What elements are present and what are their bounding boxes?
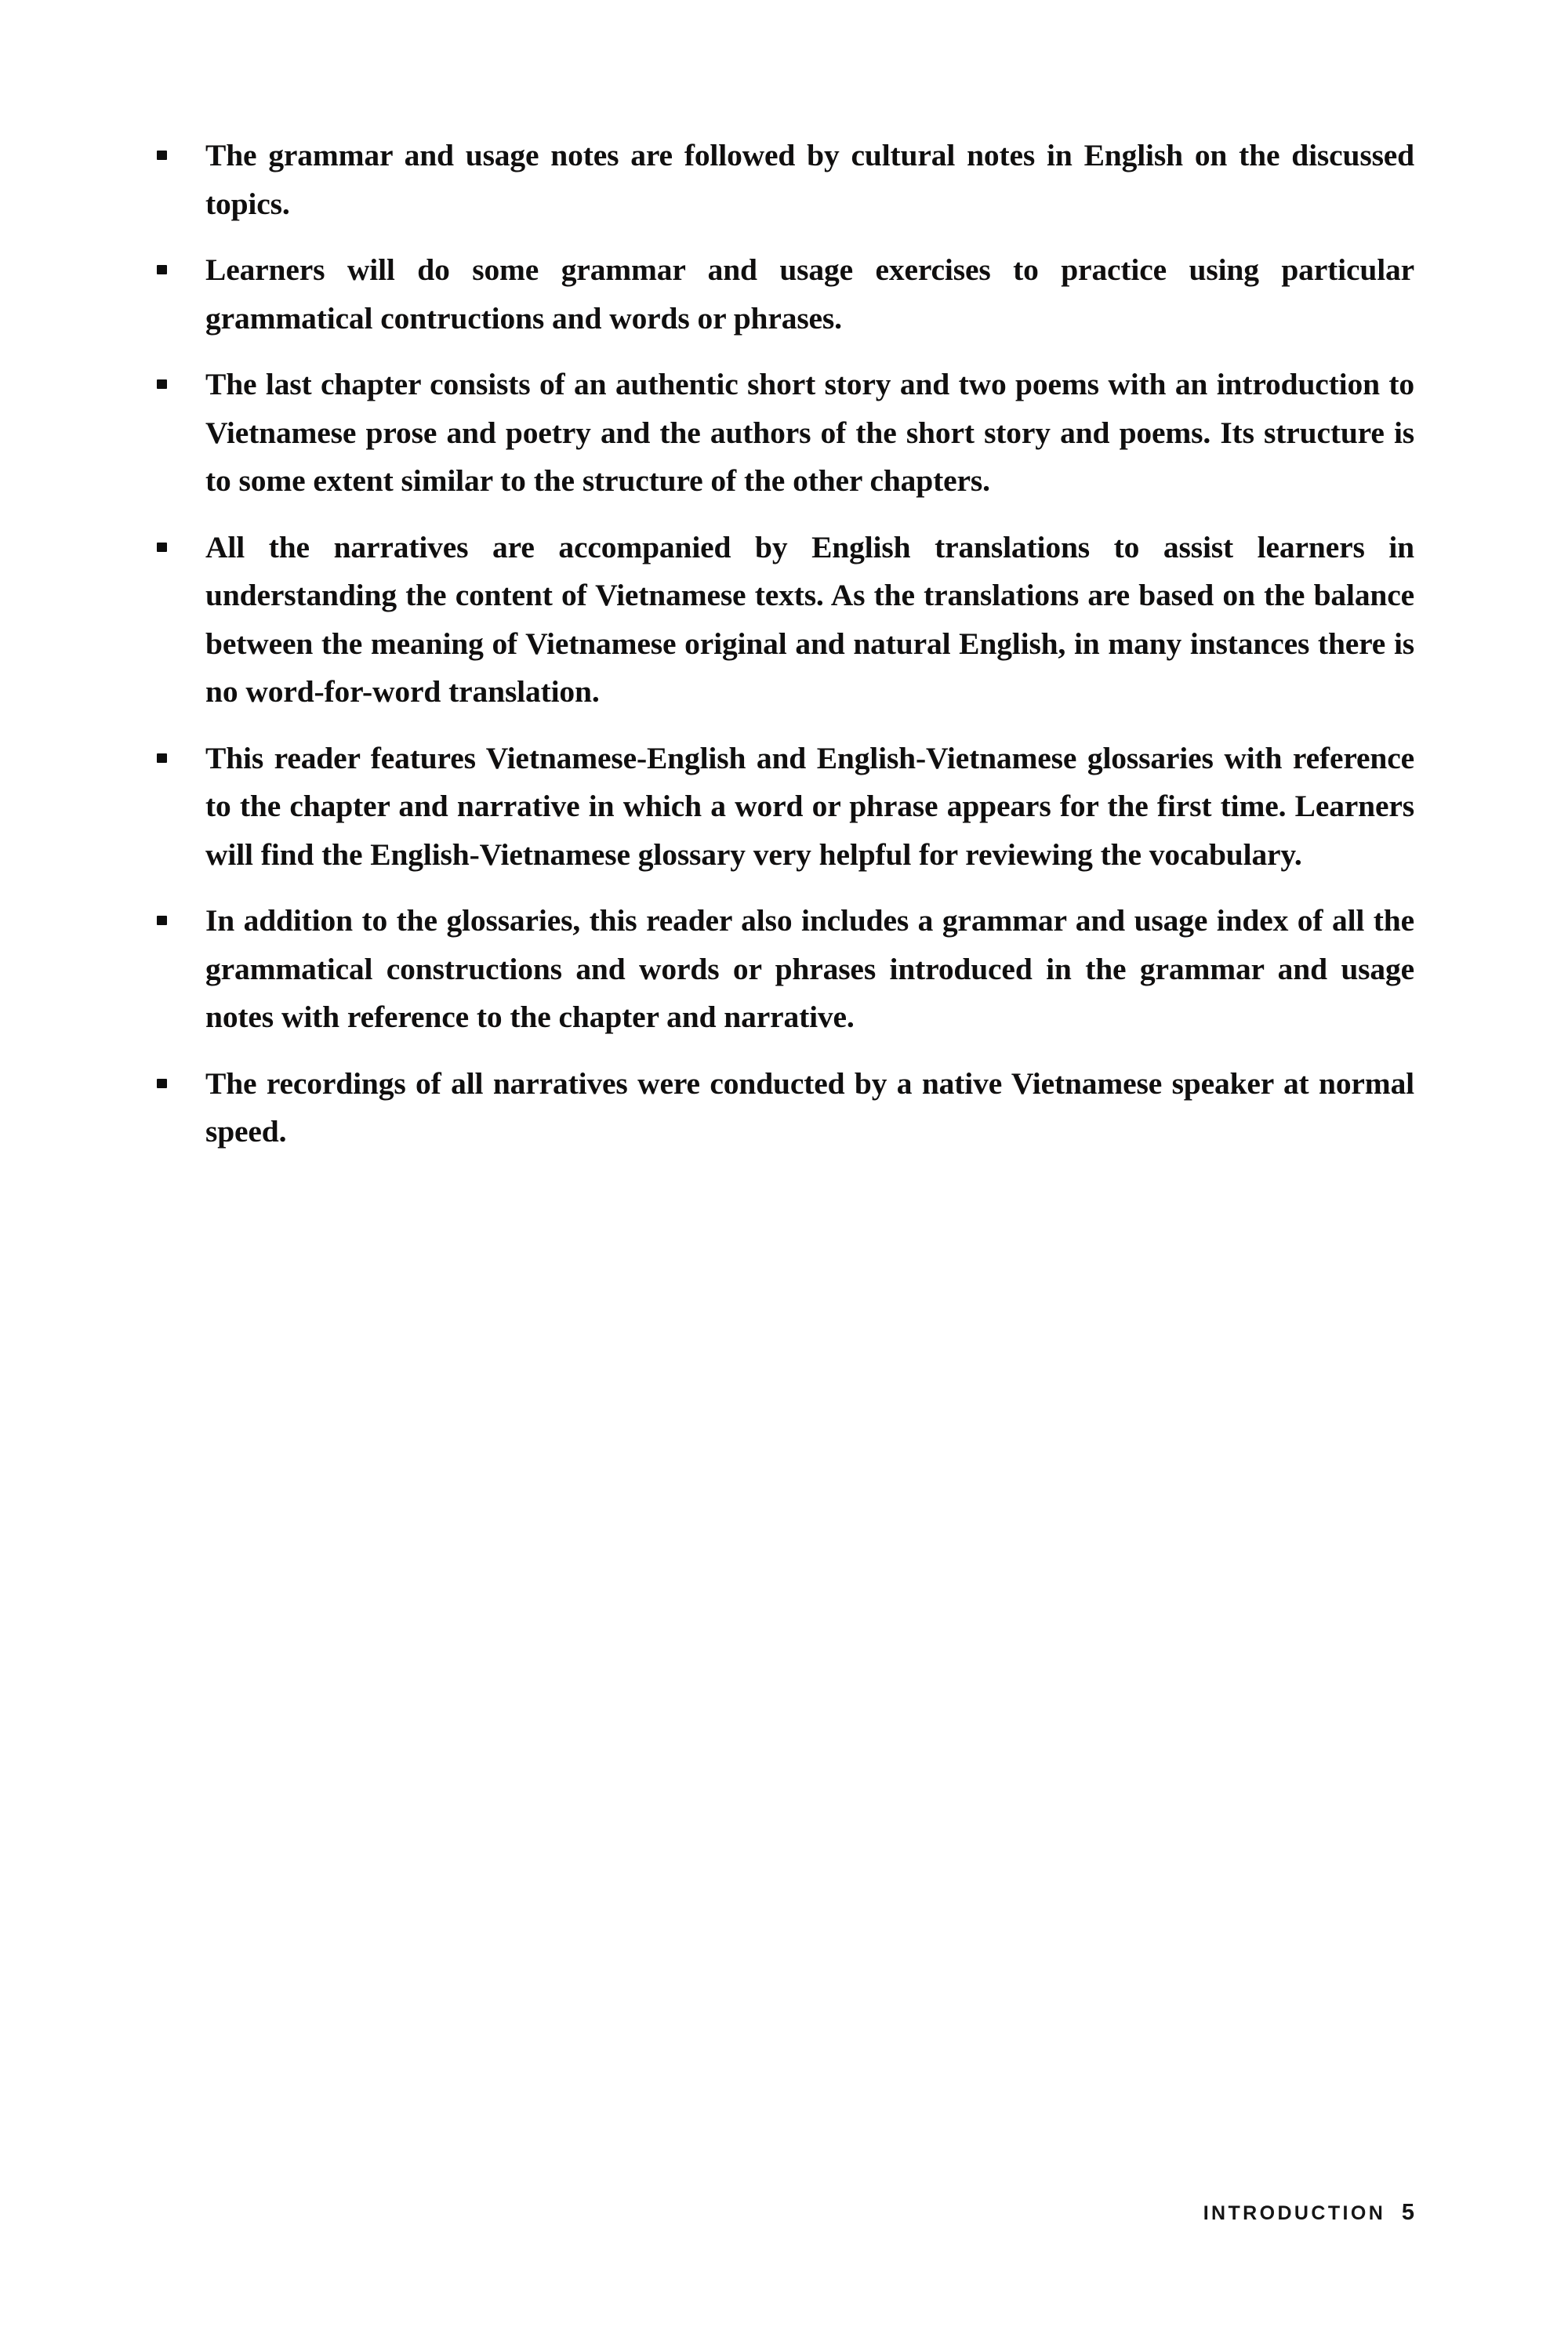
list-item	[154, 897, 1414, 1042]
list-item-text: Learners will do some grammar and usage exercises to practice using particular grammatical contructions and words or phrases.	[205, 252, 1414, 336]
list-item	[154, 1060, 1414, 1156]
square-bullet-icon	[157, 265, 167, 274]
square-bullet-icon	[157, 916, 167, 925]
square-bullet-icon	[157, 753, 167, 763]
list-item	[154, 361, 1414, 506]
list-item-text: In addition to the glossaries, this reader also includes a grammar and usage index of all the grammatical constructions and words or phrases introduced in the grammar and usage notes with reference to the chapter and narrative.	[205, 903, 1414, 1034]
list-item-text: The recordings of all narratives were conducted by a native Vietnamese speaker at normal speed.	[205, 1065, 1414, 1149]
list-item-text: All the narratives are accompanied by English translations to assist learners in understanding the content of Vietnamese texts. As the translations are based on the balance between the meaning of Vietnamese original and natural English, in many instances there is no word-for-word translation.	[205, 529, 1414, 709]
list-item	[154, 246, 1414, 343]
square-bullet-icon	[157, 543, 167, 552]
list-item-text: The last chapter consists of an authentic short story and two poems with an introduction to Vietnamese prose and poetry and the authors of the short story and poems. Its structure is to some extent similar to the structure of the other chapters.	[205, 367, 1414, 498]
footer-section-label: INTRODUCTION	[1203, 2202, 1386, 2224]
square-bullet-icon	[157, 151, 167, 160]
page-footer	[154, 2200, 1414, 2226]
square-bullet-icon	[157, 379, 167, 389]
footer-spacer	[1385, 2202, 1402, 2224]
square-bullet-icon	[157, 1079, 167, 1088]
list-item	[154, 132, 1414, 228]
bullet-list	[154, 132, 1414, 1174]
list-item-text: This reader features Vietnamese-English and English-Vietnamese glossaries with reference to the chapter and narrative in which a word or phrase appears for the first time. Learners will find the English-Vietnamese glossary very helpful for reviewing the vocabulary.	[205, 740, 1414, 872]
page-number: 5	[1401, 2200, 1414, 2225]
list-item-text: The grammar and usage notes are followed by cultural notes in English on the discussed topics.	[205, 138, 1414, 221]
list-item	[154, 524, 1414, 717]
list-item	[154, 735, 1414, 880]
